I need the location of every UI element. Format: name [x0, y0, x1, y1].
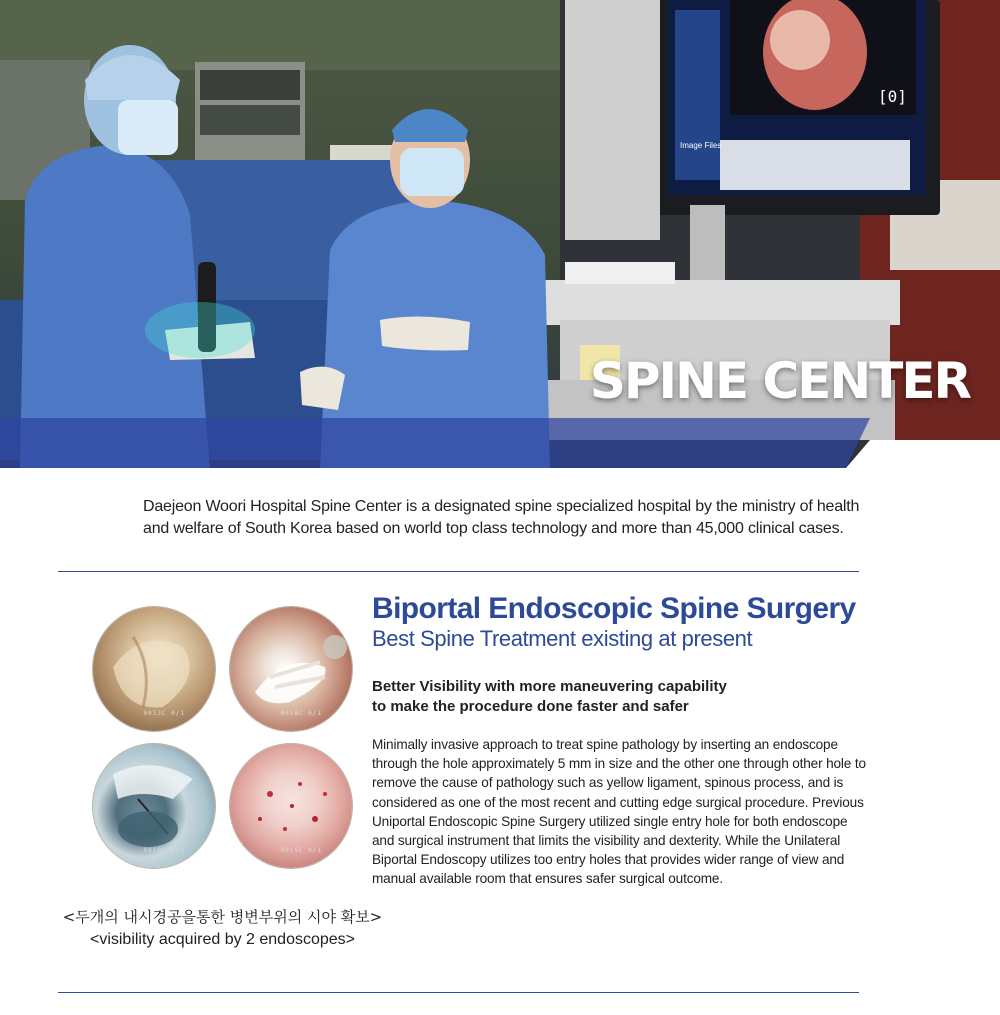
- article-lead-line-2: to make the procedure done faster and safer: [372, 698, 689, 715]
- gallery-caption-korean: <두개의 내시경공을통한 병변부위의 시야 확보>: [62, 908, 383, 926]
- gallery-caption-english: <visibility acquired by 2 endoscopes>: [89, 931, 356, 948]
- intro-paragraph: Daejeon Woori Hospital Spine Center is a designated spine specialized hospital by the ministry of health and welfare of South Korea based on world top class technology and more than 45,000 clinical cases.: [143, 498, 860, 537]
- image-stamp: 0015C 0/1: [280, 847, 322, 854]
- article-title: Biportal Endoscopic Spine Surgery: [372, 592, 856, 625]
- monitor-readout: [0]: [878, 87, 907, 106]
- endoscope-image-1: [93, 607, 215, 731]
- image-stamp: 0010C 0/1: [143, 847, 185, 854]
- endoscope-image-2: [230, 607, 352, 731]
- hero-title: SPINE CENTER: [589, 352, 970, 410]
- divider-bottom: [58, 992, 859, 993]
- divider-top: [58, 571, 859, 572]
- article-subtitle: Best Spine Treatment existing at present: [372, 626, 753, 651]
- endoscope-image-3: [93, 744, 215, 868]
- monitor-button: Image Files: [680, 141, 722, 150]
- article-body: Minimally invasive approach to treat spine pathology by inserting an endoscope through the hole approximately 5 mm in size and the other one through other hole to remove the cause of pathology such as yellow ligament, spinous process, and is considered as one of the most recent and cutting edge surgical procedure. Previous Uniportal Endoscopic Spine Surgery utilized single entry hole for both endoscope and surgical instrument that limits the visibility and dexterity. While the Unilateral Biportal Endoscopy utilizes too entry holes that provides wider range of view and manual available room that ensures safer surgical outcome.: [372, 737, 866, 887]
- article-lead-line-1: Better Visibility with more maneuvering capability: [372, 678, 727, 695]
- hero-banner: [0, 0, 1000, 468]
- image-stamp: 0018C 0/1: [280, 710, 322, 717]
- article-lead: [372, 677, 852, 717]
- image-stamp: 0013C 0/1: [143, 710, 185, 717]
- endoscope-image-4: [230, 744, 352, 868]
